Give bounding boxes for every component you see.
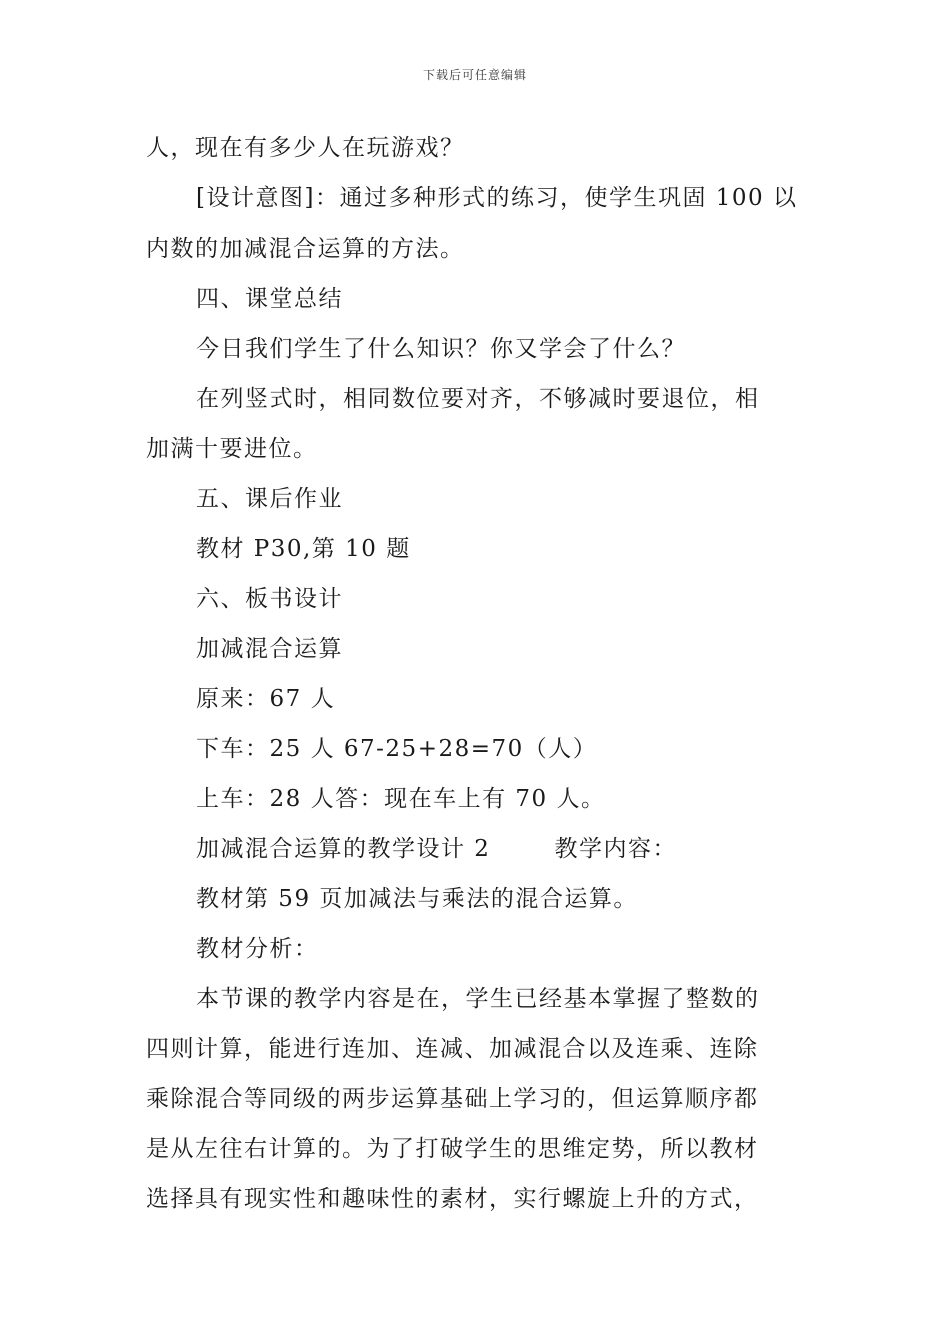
- board-title: 加减混合运算: [196, 636, 343, 662]
- section-heading-homework: 五、课后作业: [196, 486, 343, 512]
- paragraph-line: 是从左往右计算的。为了打破学生的思维定势，所以教材: [146, 1136, 759, 1162]
- paragraph-line: 教材第 59 页加减法与乘法的混合运算。: [196, 886, 638, 912]
- board-line: 上车：28 人答：现在车上有 70 人。: [196, 786, 606, 812]
- section-heading-board-design: 六、板书设计: [196, 586, 343, 612]
- paragraph-line: 在列竖式时，相同数位要对齐，不够减时要退位，相: [196, 386, 760, 412]
- design-intent-line: [设计意图]：通过多种形式的练习，使学生巩固 100 以: [196, 185, 798, 211]
- board-line: 下车：25 人 67-25+28=70（人）: [196, 736, 598, 762]
- paragraph-line: 乘除混合等同级的两步运算基础上学习的，但运算顺序都: [146, 1086, 759, 1112]
- section-heading-summary: 四、课堂总结: [196, 286, 343, 312]
- paragraph-line: 人，现在有多少人在玩游戏？: [146, 135, 465, 161]
- paragraph-line: 加满十要进位。: [146, 436, 318, 462]
- teaching-content-label: 教学内容：: [554, 836, 677, 862]
- design-title-line: [196, 834, 677, 864]
- paragraph-line: 教材 P30,第 10 题: [196, 536, 411, 562]
- page-header-note: 下载后可任意编辑: [422, 68, 527, 82]
- paragraph-line: 本节课的教学内容是在，学生已经基本掌握了整数的: [196, 986, 760, 1012]
- design-title: 加减混合运算的教学设计 2: [196, 836, 491, 862]
- paragraph-line: 今日我们学生了什么知识？你又学会了什么？: [196, 336, 686, 362]
- paragraph-line: 内数的加减混合运算的方法。: [146, 236, 465, 262]
- section-heading-analysis: 教材分析：: [196, 936, 319, 962]
- paragraph-line: 选择具有现实性和趣味性的素材，实行螺旋上升的方式，: [146, 1186, 759, 1212]
- board-line: 原来：67 人: [196, 686, 336, 712]
- paragraph-line: 四则计算，能进行连加、连减、加减混合以及连乘、连除: [146, 1036, 759, 1062]
